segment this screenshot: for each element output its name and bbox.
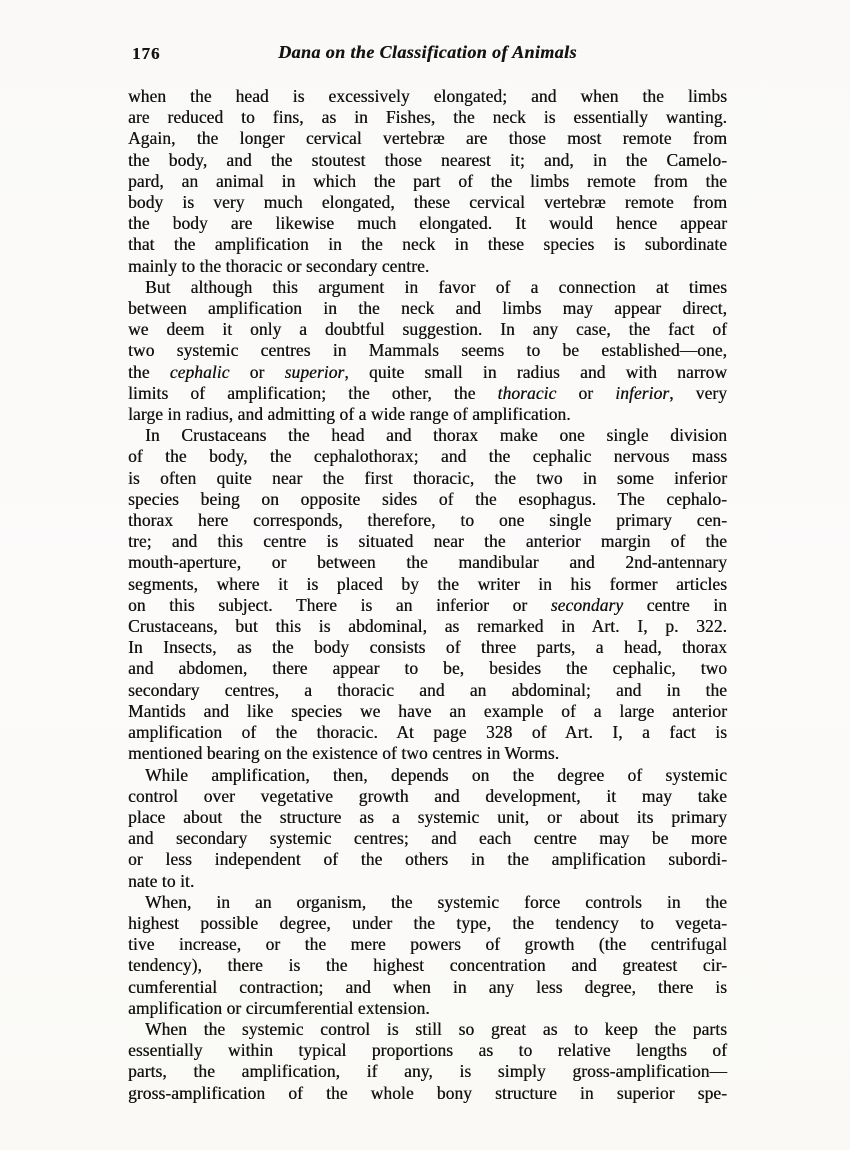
text-line: pard, an animal in which the part of the limbs remote from the — [128, 170, 727, 191]
text-line: mentioned bearing on the existence of two centres in Worms. — [128, 743, 560, 764]
text-line: thorax here corresponds, therefore, to one single primary cen- — [128, 510, 727, 531]
text-line: are reduced to fins, as in Fishes, the neck is essentially wanting. — [128, 107, 727, 128]
text-line: amplification of the thoracic. At page 328 of Art. I, a fact is — [128, 722, 727, 743]
text-line: In Insects, as the body consists of three parts, a head, thorax — [128, 637, 727, 658]
text-line: we deem it only a doubtful suggestion. In any case, the fact of — [128, 319, 727, 340]
text-line: large in radius, and admitting of a wide range of amplification. — [128, 404, 571, 425]
text-line: control over vegetative growth and development, it may take — [128, 785, 727, 806]
paragraph — [128, 1019, 727, 1104]
text-line: amplification or circumferential extension. — [128, 997, 430, 1018]
text-line: between amplification in the neck and limbs may appear direct, — [128, 298, 727, 319]
text-line: parts, the amplification, if any, is simply gross-amplification— — [128, 1061, 727, 1082]
text-line: and secondary systemic centres; and each centre may be more — [128, 828, 727, 849]
paragraph — [128, 765, 727, 892]
text-line: the body are likewise much elongated. It would hence appear — [128, 213, 727, 234]
text-line: the body, and the stoutest those nearest it; and, in the Camelo- — [128, 149, 727, 170]
text-line: nate to it. — [128, 870, 195, 891]
text-line: on this subject. There is an inferior or secondary centre in — [128, 594, 727, 615]
text-line: Mantids and like species we have an example of a large anterior — [128, 700, 727, 721]
text-line: of the body, the cephalothorax; and the cephalic nervous mass — [128, 446, 727, 467]
text-line: Crustaceans, but this is abdominal, as remarked in Art. I, p. 322. — [128, 616, 727, 637]
text-line: tive increase, or the mere powers of growth (the centrifugal — [128, 934, 727, 955]
text-line: When the systemic control is still so great as to keep the parts — [145, 1018, 727, 1039]
text-line: In Crustaceans the head and thorax make one single division — [145, 425, 727, 446]
text-line: body is very much elongated, these cervical vertebræ remote from — [128, 192, 727, 213]
text-line: segments, where it is placed by the writer in his former articles — [128, 573, 727, 594]
paragraph — [128, 425, 727, 764]
paragraph — [128, 277, 727, 425]
text-line: the cephalic or superior, quite small in radius and with narrow — [128, 361, 727, 382]
text-line: species being on opposite sides of the esophagus. The cephalo- — [128, 488, 727, 509]
text-line: secondary centres, a thoracic and an abdominal; and in the — [128, 679, 727, 700]
text-line: tre; and this centre is situated near the anterior margin of the — [128, 531, 727, 552]
text-line: While amplification, then, depends on the degree of systemic — [145, 764, 727, 785]
body-text — [128, 86, 727, 1104]
text-line: is often quite near the first thoracic, the two in some inferior — [128, 467, 727, 488]
text-line: two systemic centres in Mammals seems to be established—one, — [128, 340, 727, 361]
paragraph — [128, 892, 727, 1019]
text-line: When, in an organism, the systemic force controls in the — [145, 891, 727, 912]
text-line: gross-amplification of the whole bony structure in superior spe- — [128, 1082, 727, 1103]
text-line: that the amplification in the neck in these species is subordinate — [128, 234, 727, 255]
text-line: or less independent of the others in the amplification subordi- — [128, 849, 727, 870]
text-line: essentially within typical proportions as to relative lengths of — [128, 1040, 727, 1061]
running-head-title: Dana on the Classification of Animals — [278, 42, 577, 62]
text-line: cumferential contraction; and when in any less degree, there is — [128, 976, 727, 997]
text-line: Again, the longer cervical vertebræ are those most remote from — [128, 128, 727, 149]
text-line: place about the structure as a systemic unit, or about its primary — [128, 806, 727, 827]
text-line: when the head is excessively elongated; and when the limbs — [128, 86, 727, 106]
paragraph — [128, 86, 727, 277]
text-line: mouth-aperture, or between the mandibular and 2nd-antennary — [128, 552, 727, 573]
text-line: highest possible degree, under the type, the tendency to vegeta- — [128, 912, 727, 933]
text-line: limits of amplification; the other, the thoracic or inferior, very — [128, 382, 727, 403]
text-line: mainly to the thoracic or secondary centre. — [128, 255, 430, 276]
text-line: and abdomen, there appear to be, besides the cephalic, two — [128, 658, 727, 679]
page-number: 176 — [132, 44, 161, 63]
text-line: tendency), there is the highest concentration and greatest cir- — [128, 955, 727, 976]
text-line: But although this argument in favor of a connection at times — [145, 276, 727, 297]
